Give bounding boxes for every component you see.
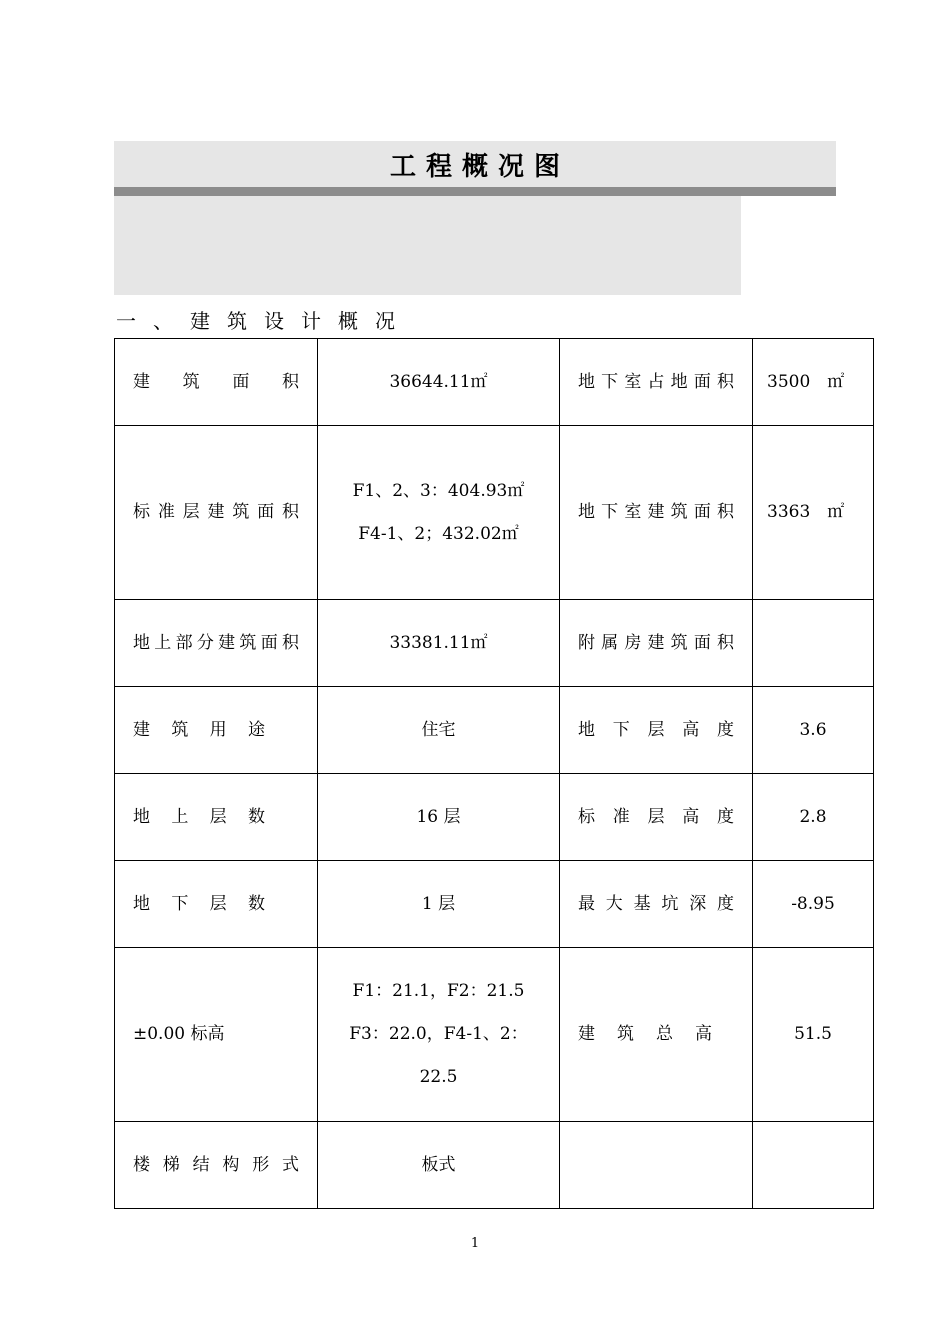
row-label: 建筑面积 (115, 339, 318, 426)
row-label: ±0.00 标高 (115, 948, 318, 1122)
row-label: 标准层高度 (560, 774, 753, 861)
title-band (114, 141, 836, 187)
row-value: F1、2、3：404.93㎡ F4-1、2；432.02㎡ (318, 426, 560, 600)
row-label: 地下室占地面积 (560, 339, 753, 426)
section-heading: 一、建筑设计概况 (116, 309, 412, 333)
table-row (115, 861, 874, 948)
title-rule (114, 187, 836, 196)
document-title: 工程概况图 (389, 151, 570, 182)
row-value: 板式 (318, 1122, 560, 1209)
table-row (115, 948, 874, 1122)
row-value: -8.95 (753, 861, 874, 948)
row-value: 3.6 (753, 687, 874, 774)
row-value: 36644.11㎡ (318, 339, 560, 426)
row-label: 地上部分建筑面积 (115, 600, 318, 687)
row-value: 16 层 (318, 774, 560, 861)
row-label: 建筑用途 (115, 687, 318, 774)
page-number: 1 (470, 1236, 480, 1251)
row-value (753, 1122, 874, 1209)
table-row (115, 1122, 874, 1209)
row-label: 地下层高度 (560, 687, 753, 774)
table-row (115, 600, 874, 687)
row-label: 楼梯结构形式 (115, 1122, 318, 1209)
table-row (115, 687, 874, 774)
row-value: 51.5 (753, 948, 874, 1122)
row-label: 附属房建筑面积 (560, 600, 753, 687)
table-row (115, 774, 874, 861)
gray-placeholder-block (114, 196, 741, 295)
row-value: 3500 ㎡ (753, 339, 874, 426)
building-info-table (114, 338, 874, 1209)
row-label: 最大基坑深度 (560, 861, 753, 948)
row-value (753, 600, 874, 687)
table-row (115, 426, 874, 600)
row-label: 建筑总高 (560, 948, 753, 1122)
row-value: 33381.11㎡ (318, 600, 560, 687)
row-label: 地下室建筑面积 (560, 426, 753, 600)
row-label: 地下层数 (115, 861, 318, 948)
row-value: 2.8 (753, 774, 874, 861)
row-value: F1：21.1，F2：21.5 F3：22.0，F4-1、2：22.5 (318, 948, 560, 1122)
row-value: 3363 ㎡ (753, 426, 874, 600)
row-value: 1 层 (318, 861, 560, 948)
row-label: 标准层建筑面积 (115, 426, 318, 600)
row-label (560, 1122, 753, 1209)
row-value: 住宅 (318, 687, 560, 774)
table-row (115, 339, 874, 426)
row-label: 地上层数 (115, 774, 318, 861)
